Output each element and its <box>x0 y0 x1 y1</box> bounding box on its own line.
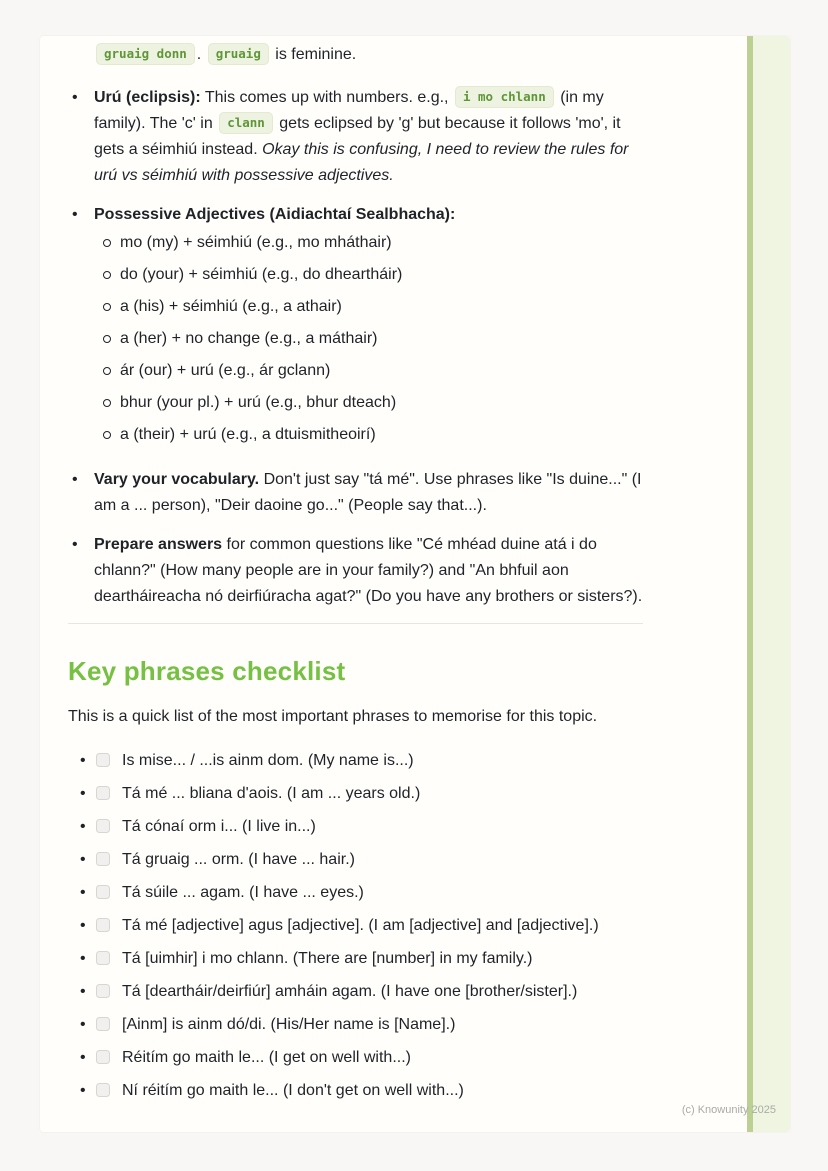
bullet-icon <box>76 781 96 807</box>
sub-list-item-text: a (their) + urú (e.g., a dtuismitheoirí) <box>120 426 376 443</box>
page-edge-panel <box>753 36 790 1132</box>
sub-list-item <box>94 262 643 288</box>
inline-code-clann: clann <box>219 112 273 134</box>
possessive-sub-list <box>94 230 643 448</box>
notes-list <box>68 85 643 610</box>
checklist-item-label: Tá [deartháir/deirfiúr] amháin agam. (I have one [brother/sister].) <box>122 983 578 1000</box>
checklist-item <box>76 979 643 1005</box>
text-segment: . <box>196 46 206 63</box>
list-item-vary-vocabulary <box>68 467 643 519</box>
bullet-icon <box>68 202 94 228</box>
checklist-item-label: Is mise... / ...is ainm dom. (My name is...) <box>122 752 414 769</box>
sub-list-item-text: ár (our) + urú (e.g., ár gclann) <box>120 362 331 379</box>
checkbox[interactable] <box>96 786 110 800</box>
bullet-icon <box>76 1078 96 1104</box>
section-heading: Key phrases checklist <box>68 656 346 686</box>
checkbox[interactable] <box>96 1017 110 1031</box>
checkbox[interactable] <box>96 753 110 767</box>
bullet-icon <box>76 913 96 939</box>
list-item-uru <box>68 85 643 189</box>
list-item-possessive <box>68 202 643 454</box>
text-segment: This comes up with numbers. e.g., <box>200 89 453 106</box>
checklist-item <box>76 1078 643 1104</box>
text-segment: is feminine. <box>270 46 357 63</box>
checklist-item <box>76 781 643 807</box>
sub-list-item-text: bhur (your pl.) + urú (e.g., bhur dteach) <box>120 394 397 411</box>
sub-list-item <box>94 390 643 416</box>
checklist-item <box>76 880 643 906</box>
page-edge-stripe <box>747 36 753 1132</box>
checklist-item-label: Tá [uimhir] i mo chlann. (There are [number] in my family.) <box>122 950 533 967</box>
sub-list-item-text: do (your) + séimhiú (e.g., do dheartháir) <box>120 266 403 283</box>
checkbox[interactable] <box>96 984 110 998</box>
bullet-icon <box>76 880 96 906</box>
checklist-item <box>76 1012 643 1038</box>
circle-bullet-icon <box>103 431 111 439</box>
sub-list-item <box>94 358 643 384</box>
circle-bullet-icon <box>103 367 111 375</box>
page-content <box>68 42 643 1111</box>
checkbox[interactable] <box>96 885 110 899</box>
paragraph-continuation <box>94 42 643 68</box>
checklist-item-label: Tá cónaí orm i... (I live in...) <box>122 818 316 835</box>
section-divider <box>68 623 643 624</box>
bold-lead: Vary your vocabulary. <box>94 471 260 488</box>
circle-bullet-icon <box>103 399 111 407</box>
text-segment: for common questions like "Cé mhéad duine atá i do chlann?" (How many people are in your family?) and "An bhfuil aon deartháireacha nó deirfiúracha agat?" (Do you have any brothers or sisters?). <box>94 536 643 605</box>
bullet-icon <box>76 1012 96 1038</box>
checklist-item-label: Tá súile ... agam. (I have ... eyes.) <box>122 884 364 901</box>
bold-lead: Possessive Adjectives (Aidiachtaí Sealbhacha): <box>94 206 456 223</box>
checklist-item <box>76 1045 643 1071</box>
checkbox[interactable] <box>96 1083 110 1097</box>
bullet-icon <box>76 814 96 840</box>
inline-code-gruaig: gruaig <box>208 43 269 65</box>
bullet-icon <box>68 532 94 558</box>
checklist-item-label: Tá gruaig ... orm. (I have ... hair.) <box>122 851 355 868</box>
checklist-item <box>76 847 643 873</box>
checkbox[interactable] <box>96 918 110 932</box>
checklist-item <box>76 748 643 774</box>
list-item-text <box>94 467 643 519</box>
checkbox[interactable] <box>96 1050 110 1064</box>
checkbox[interactable] <box>96 819 110 833</box>
circle-bullet-icon <box>103 303 111 311</box>
bullet-icon <box>68 85 94 111</box>
sub-list-item <box>94 230 643 256</box>
bullet-icon <box>76 748 96 774</box>
checklist-item-label: Réitím go maith le... (I get on well with...) <box>122 1049 411 1066</box>
watermark: (c) Knowunity 2025 <box>681 1104 776 1116</box>
checklist-item-label: Ní réitím go maith le... (I don't get on well with...) <box>122 1082 464 1099</box>
checkbox[interactable] <box>96 951 110 965</box>
bold-lead: Prepare answers <box>94 536 223 553</box>
list-item-text <box>94 85 643 189</box>
list-item-prepare-answers <box>68 532 643 610</box>
bullet-icon <box>68 467 94 493</box>
sub-list-item-text: a (his) + séimhiú (e.g., a athair) <box>120 298 342 315</box>
inline-code-i-mo-chlann: i mo chlann <box>455 86 554 108</box>
checklist-item-label: Tá mé ... bliana d'aois. (I am ... years old.) <box>122 785 421 802</box>
circle-bullet-icon <box>103 271 111 279</box>
checklist-item <box>76 946 643 972</box>
checklist-item <box>76 913 643 939</box>
circle-bullet-icon <box>103 335 111 343</box>
checklist-item <box>76 814 643 840</box>
bullet-icon <box>76 979 96 1005</box>
key-phrases-checklist <box>68 748 643 1104</box>
bullet-icon <box>76 847 96 873</box>
sub-list-item-text: mo (my) + séimhiú (e.g., mo mháthair) <box>120 234 392 251</box>
inline-code-gruaig-donn: gruaig donn <box>96 43 195 65</box>
checkbox[interactable] <box>96 852 110 866</box>
checklist-intro: This is a quick list of the most important phrases to memorise for this topic. <box>68 708 598 725</box>
text-segment: Don't just say "tá mé". Use phrases like "Is duine..." (I am a ... person), "Deir daoine go..." (People say that...). <box>94 471 642 514</box>
list-item-text <box>94 532 643 610</box>
circle-bullet-icon <box>103 239 111 247</box>
bullet-icon <box>76 946 96 972</box>
italic-note: Okay this is confusing, I need to review the rules for urú vs séimhiú with possessive adjectives. <box>94 141 629 184</box>
sub-list-item-text: a (her) + no change (e.g., a máthair) <box>120 330 378 347</box>
sub-list-item <box>94 422 643 448</box>
checklist-item-label: Tá mé [adjective] agus [adjective]. (I am [adjective] and [adjective].) <box>122 917 599 934</box>
checklist-item-label: [Ainm] is ainm dó/di. (His/Her name is [Name].) <box>122 1016 456 1033</box>
bullet-icon <box>76 1045 96 1071</box>
text-segment: (in my family). The 'c' in <box>94 89 604 132</box>
document-page <box>40 36 790 1132</box>
sub-list-item <box>94 326 643 352</box>
bold-lead: Urú (eclipsis): <box>94 89 201 106</box>
text-segment: gets eclipsed by 'g' but because it follows 'mo', it gets a séimhiú instead. <box>94 115 621 158</box>
sub-list-item <box>94 294 643 320</box>
